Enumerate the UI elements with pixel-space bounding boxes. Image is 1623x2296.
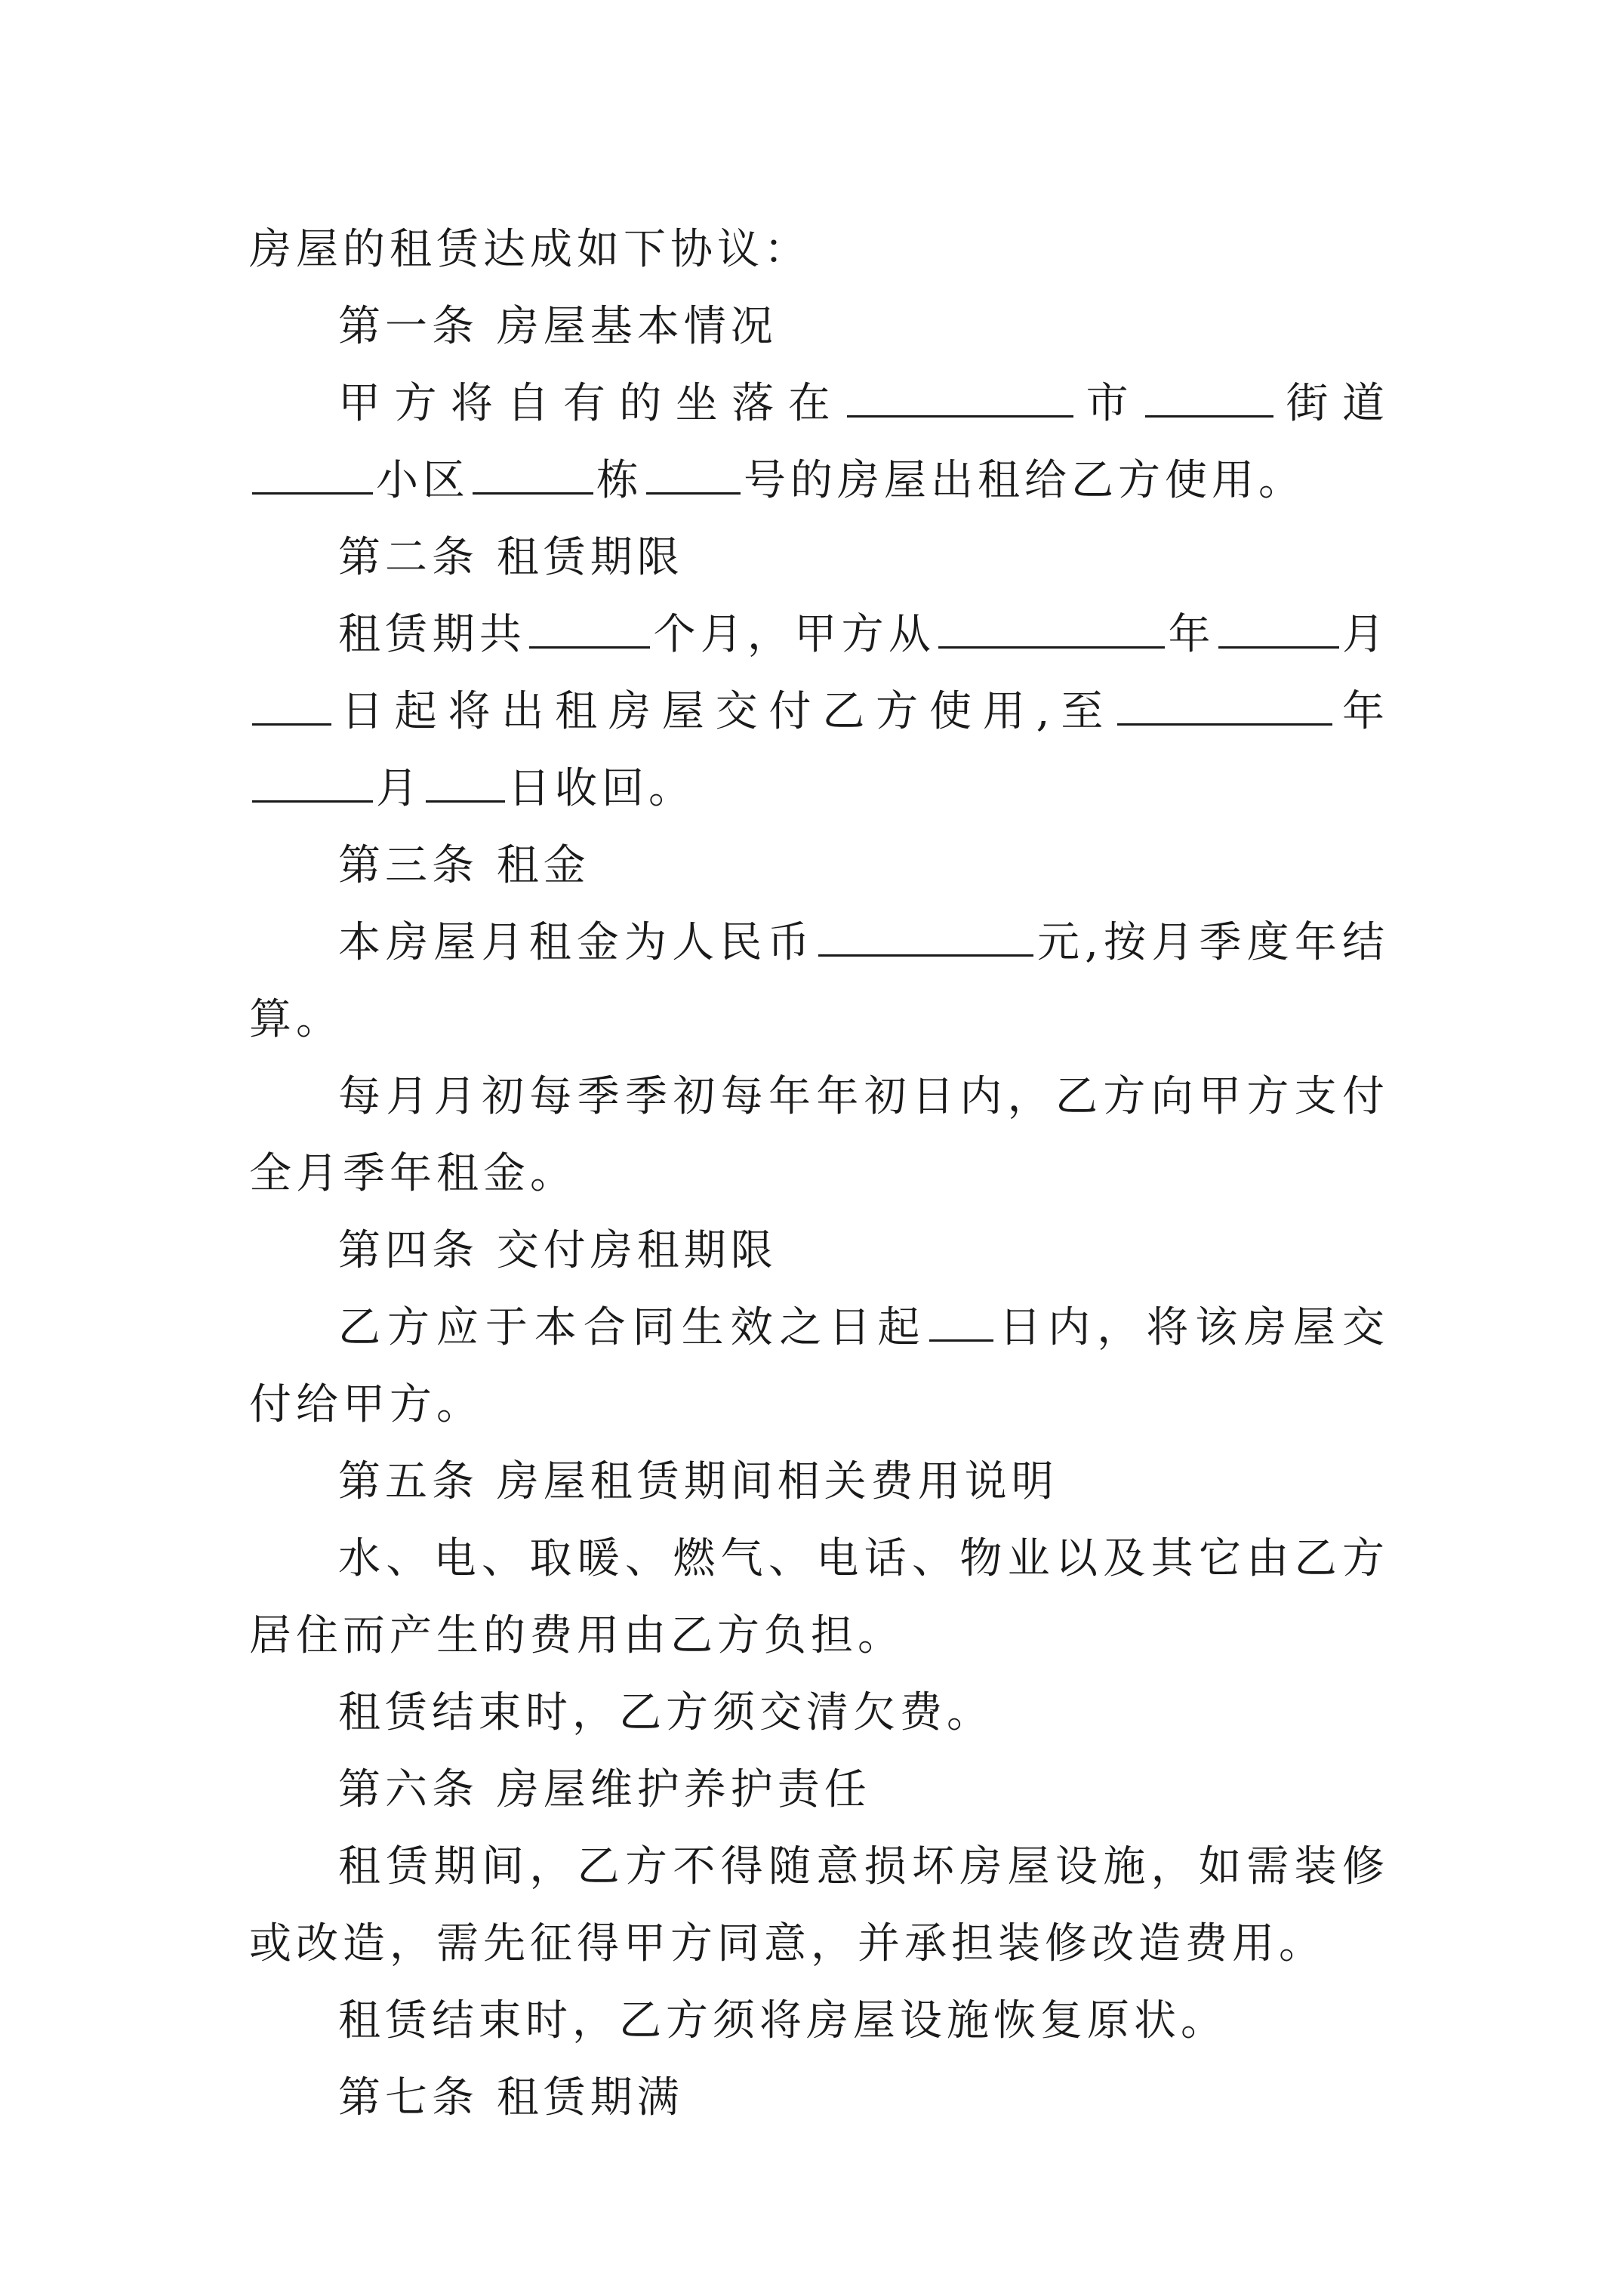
article-4-title: 第四条 交付房租期限 [338,1226,778,1275]
blank-start-year[interactable] [938,603,1165,649]
blank-rent-amount[interactable] [818,911,1033,957]
text: 租赁期共 [338,610,527,659]
blank-community[interactable] [252,448,373,495]
blank-start-month[interactable] [1218,603,1339,649]
text: 年 [1335,687,1389,736]
blank-days[interactable] [929,1296,993,1342]
blank-street[interactable] [1145,371,1273,418]
article-6-title: 第六条 房屋维护养护责任 [338,1765,871,1814]
blank-building[interactable] [473,448,593,495]
text: 甲方将自有的坐落在 [338,379,845,428]
text: 日起将出租房屋交付乙方使用,至 [334,687,1115,736]
blank-city[interactable] [847,371,1073,418]
contract-body [249,211,1389,2137]
article-4-paragraph [249,1290,1389,1444]
text: 年 [1168,610,1215,659]
article-7-title: 第七条 租赁期满 [338,2073,684,2122]
text: 元,按月季度年结算。 [249,918,1389,1044]
article-6-paragraph-2: 租赁结束时，乙方须将房屋设施恢复原状。 [338,1996,1227,2045]
text: 小区 [376,456,470,505]
article-3-title: 第三条 租金 [338,841,590,890]
text: 栋 [596,456,643,505]
text: 个月，甲方从 [653,610,936,659]
text: 日内，将该房屋交付给甲方。 [249,1303,1390,1429]
text: 市 [1076,379,1143,428]
blank-end-month[interactable] [252,757,373,803]
article-5-title: 第五条 房屋租赁期间相关费用说明 [338,1457,1058,1506]
article-3-paragraph-2: 每月月初每季季初每年年初日内，乙方向甲方支付全月季年租金。 [249,1072,1389,1198]
text: 月 [376,764,423,813]
text: 日收回。 [508,764,695,813]
blank-start-day[interactable] [252,680,331,726]
intro-paragraph: 房屋的租赁达成如下协议： [249,225,811,274]
article-1-title: 第一条 房屋基本情况 [338,302,778,351]
text: 乙方应于本合同生效之日起 [338,1303,927,1352]
text: 本房屋月租金为人民币 [338,918,815,967]
blank-number[interactable] [646,448,741,495]
article-2-title: 第二条 租赁期限 [338,533,684,582]
blank-months[interactable] [529,603,650,649]
article-1-paragraph [249,365,1389,519]
article-2-paragraph [249,596,1389,827]
blank-end-day[interactable] [426,757,505,803]
blank-end-year[interactable] [1117,680,1332,726]
text: 号的房屋出租给乙方使用。 [744,456,1305,505]
article-3-paragraph-1 [249,905,1389,1059]
text: 街道 [1277,379,1390,428]
text: 月 [1341,610,1390,659]
article-6-paragraph-1: 租赁期间，乙方不得随意损坏房屋设施，如需装修或改造，需先征得甲方同意，并承担装修改造费用。 [249,1842,1389,1968]
article-5-paragraph-1: 水、电、取暖、燃气、电话、物业以及其它由乙方居住而产生的费用由乙方负担。 [249,1534,1389,1660]
article-5-paragraph-2: 租赁结束时，乙方须交清欠费。 [338,1688,993,1737]
